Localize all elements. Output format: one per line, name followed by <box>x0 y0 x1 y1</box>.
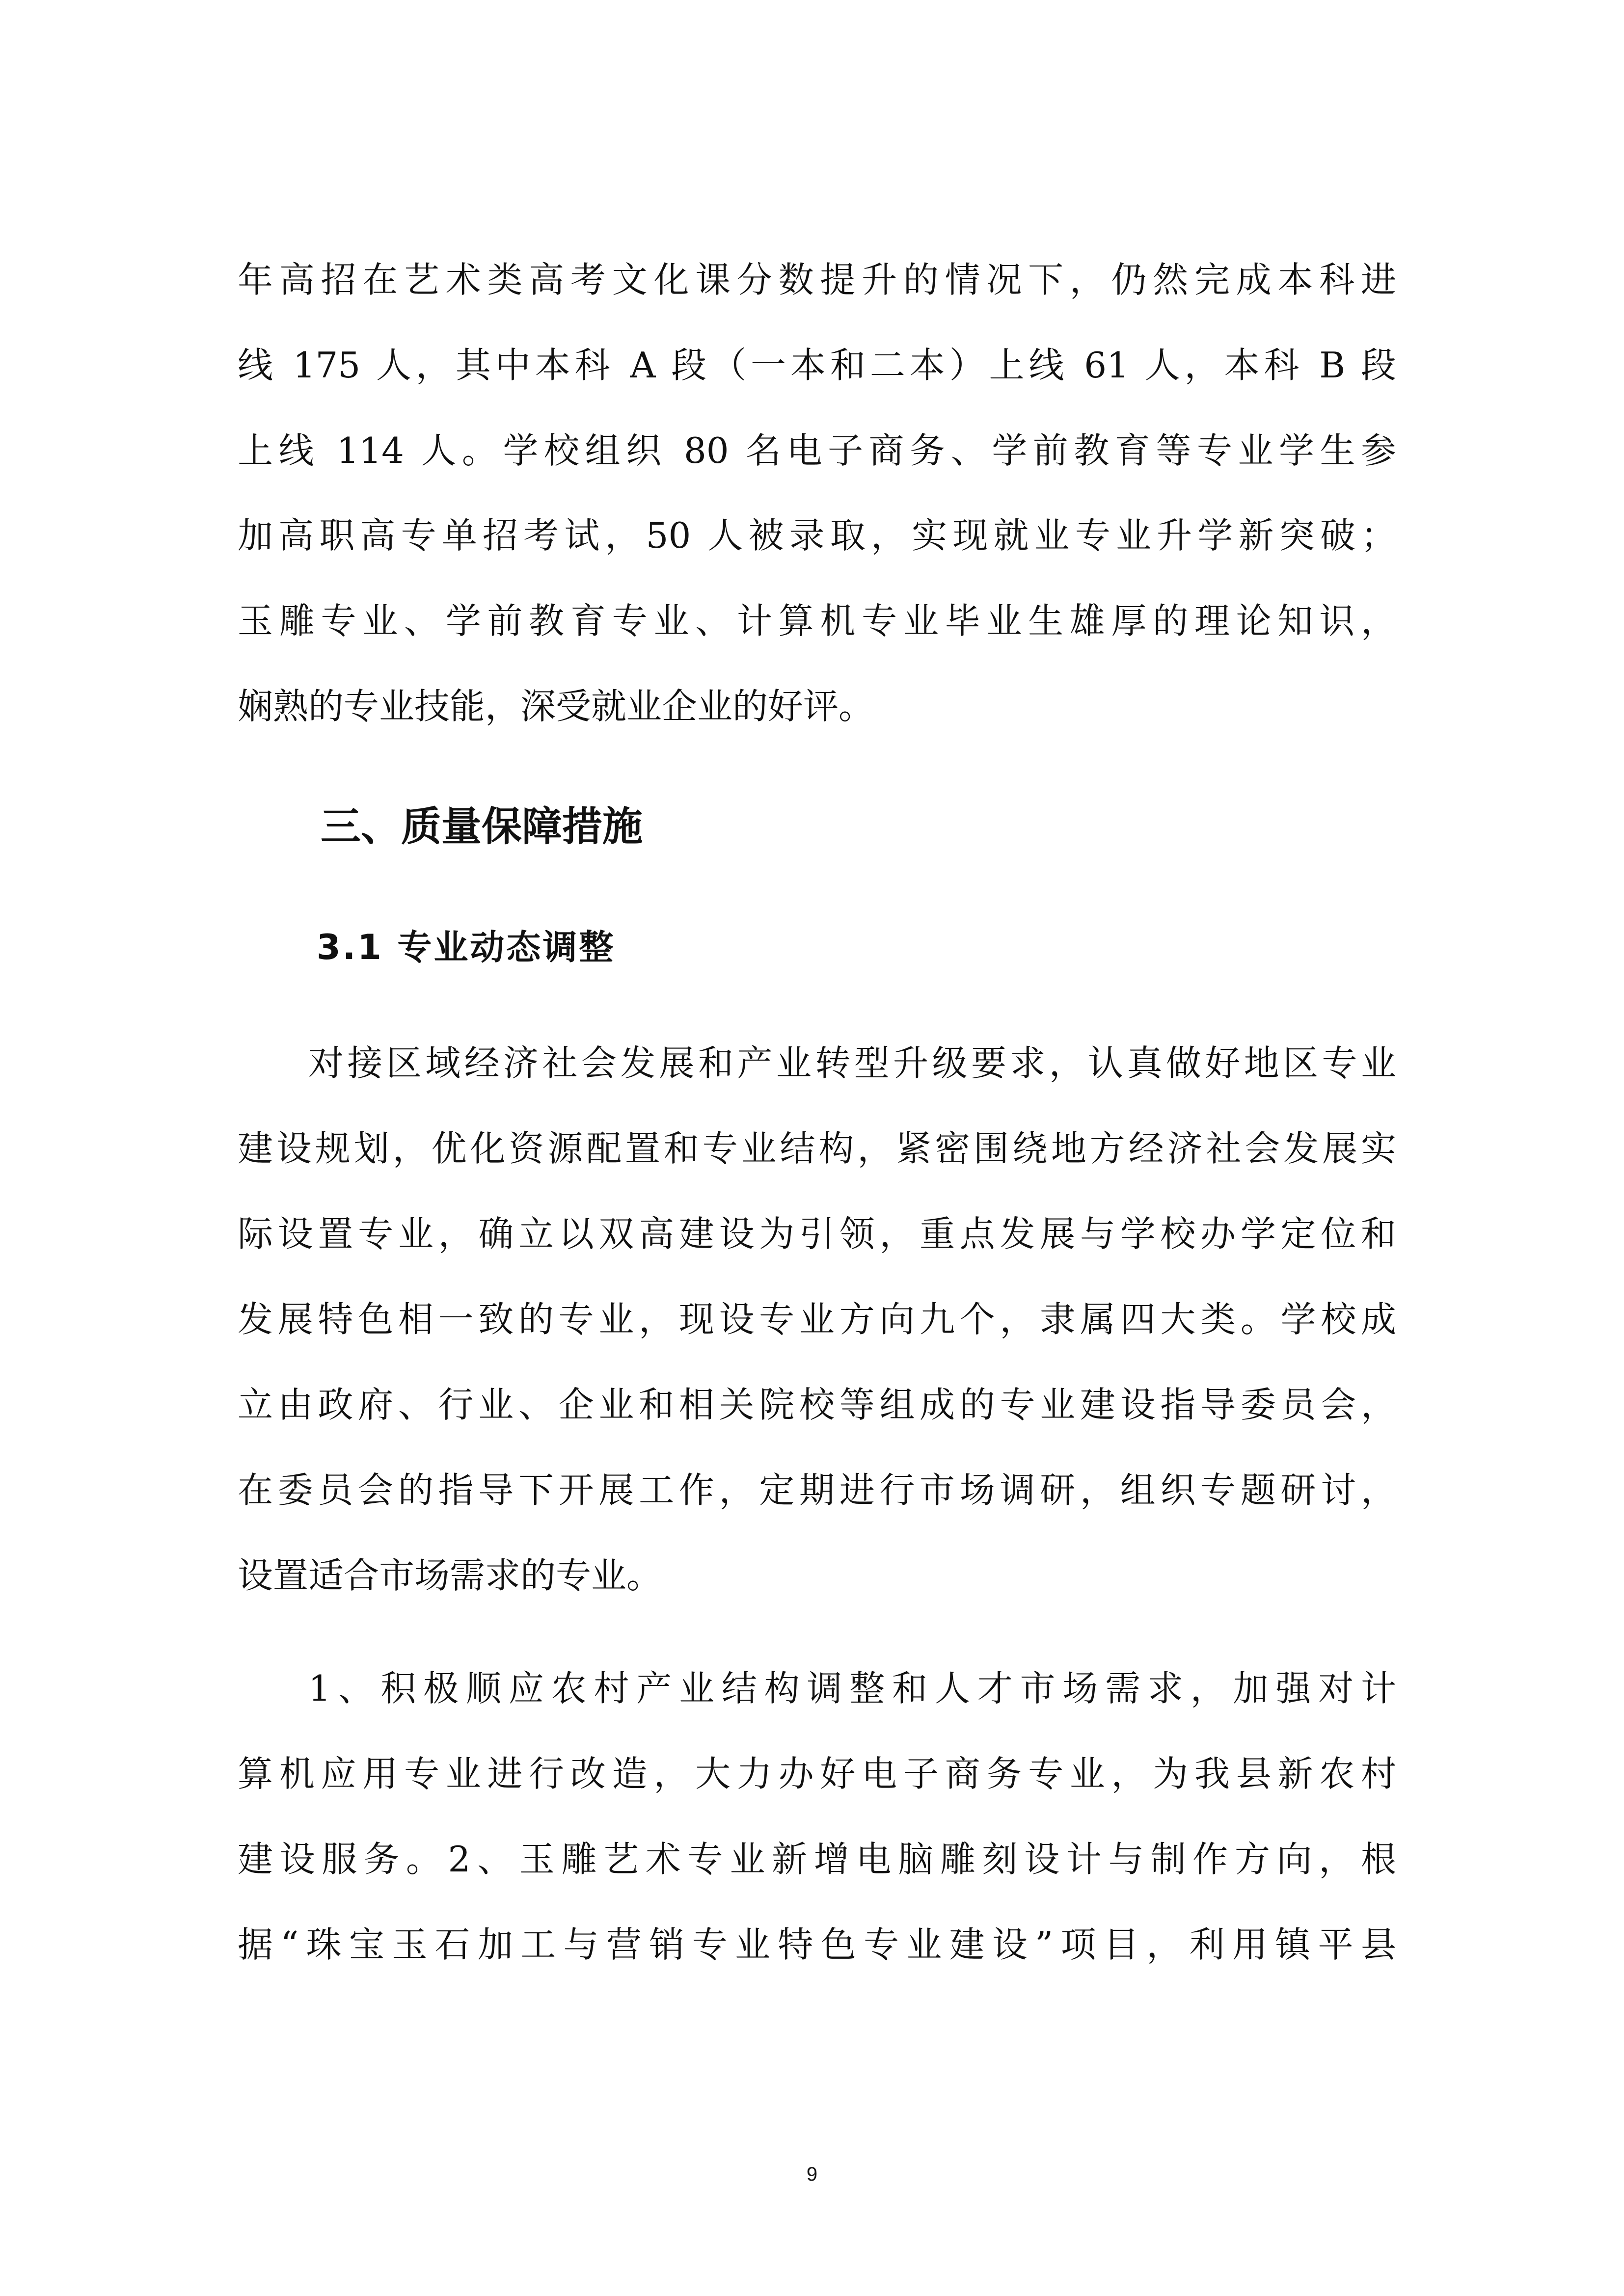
paragraph-line: 在委员会的指导下开展工作，定期进行市场调研，组织专题研讨， <box>238 1469 1396 1511</box>
paragraph-line: 建设规划，优化资源配置和专业结构，紧密围绕地方经济社会发展实 <box>238 1128 1396 1169</box>
paragraph-line: 算机应用专业进行改造，大力办好电子商务专业，为我县新农村 <box>238 1753 1396 1794</box>
page-number: 9 <box>806 2163 818 2185</box>
paragraph-line: 设置适合市场需求的专业。 <box>238 1555 662 1596</box>
paragraph-line: 对接区域经济社会发展和产业转型升级要求，认真做好地区专业 <box>308 1042 1396 1084</box>
section-heading: 三、质量保障措施 <box>321 803 643 850</box>
subsection-heading: 3.1 专业动态调整 <box>317 927 616 967</box>
paragraph-line: 建设服务。2、玉雕艺术专业新增电脑雕刻设计与制作方向，根 <box>238 1839 1396 1880</box>
paragraph-line: 线 175 人，其中本科 A 段（一本和二本）上线 61 人，本科 B 段 <box>238 345 1396 386</box>
paragraph-line: 娴熟的专业技能，深受就业企业的好评。 <box>238 686 874 727</box>
paragraph-line: 玉雕专业、学前教育专业、计算机专业毕业生雄厚的理论知识， <box>238 600 1396 641</box>
paragraph-line: 上线 114 人。学校组织 80 名电子商务、学前教育等专业学生参 <box>238 430 1396 471</box>
paragraph-line: 立由政府、行业、企业和相关院校等组成的专业建设指导委员会， <box>238 1384 1396 1425</box>
paragraph-line: 1、积极顺应农村产业结构调整和人才市场需求，加强对计 <box>308 1668 1396 1709</box>
paragraph-line: 际设置专业，确立以双高建设为引领，重点发展与学校办学定位和 <box>238 1213 1396 1255</box>
paragraph-line: 据“珠宝玉石加工与营销专业特色专业建设”项目，利用镇平县 <box>238 1924 1396 1965</box>
paragraph-line: 发展特色相一致的专业，现设专业方向九个，隶属四大类。学校成 <box>238 1299 1396 1340</box>
paragraph-line: 加高职高专单招考试，50 人被录取，实现就业专业升学新突破； <box>238 515 1396 556</box>
paragraph-line: 年高招在艺术类高考文化课分数提升的情况下，仍然完成本科进 <box>238 259 1396 300</box>
